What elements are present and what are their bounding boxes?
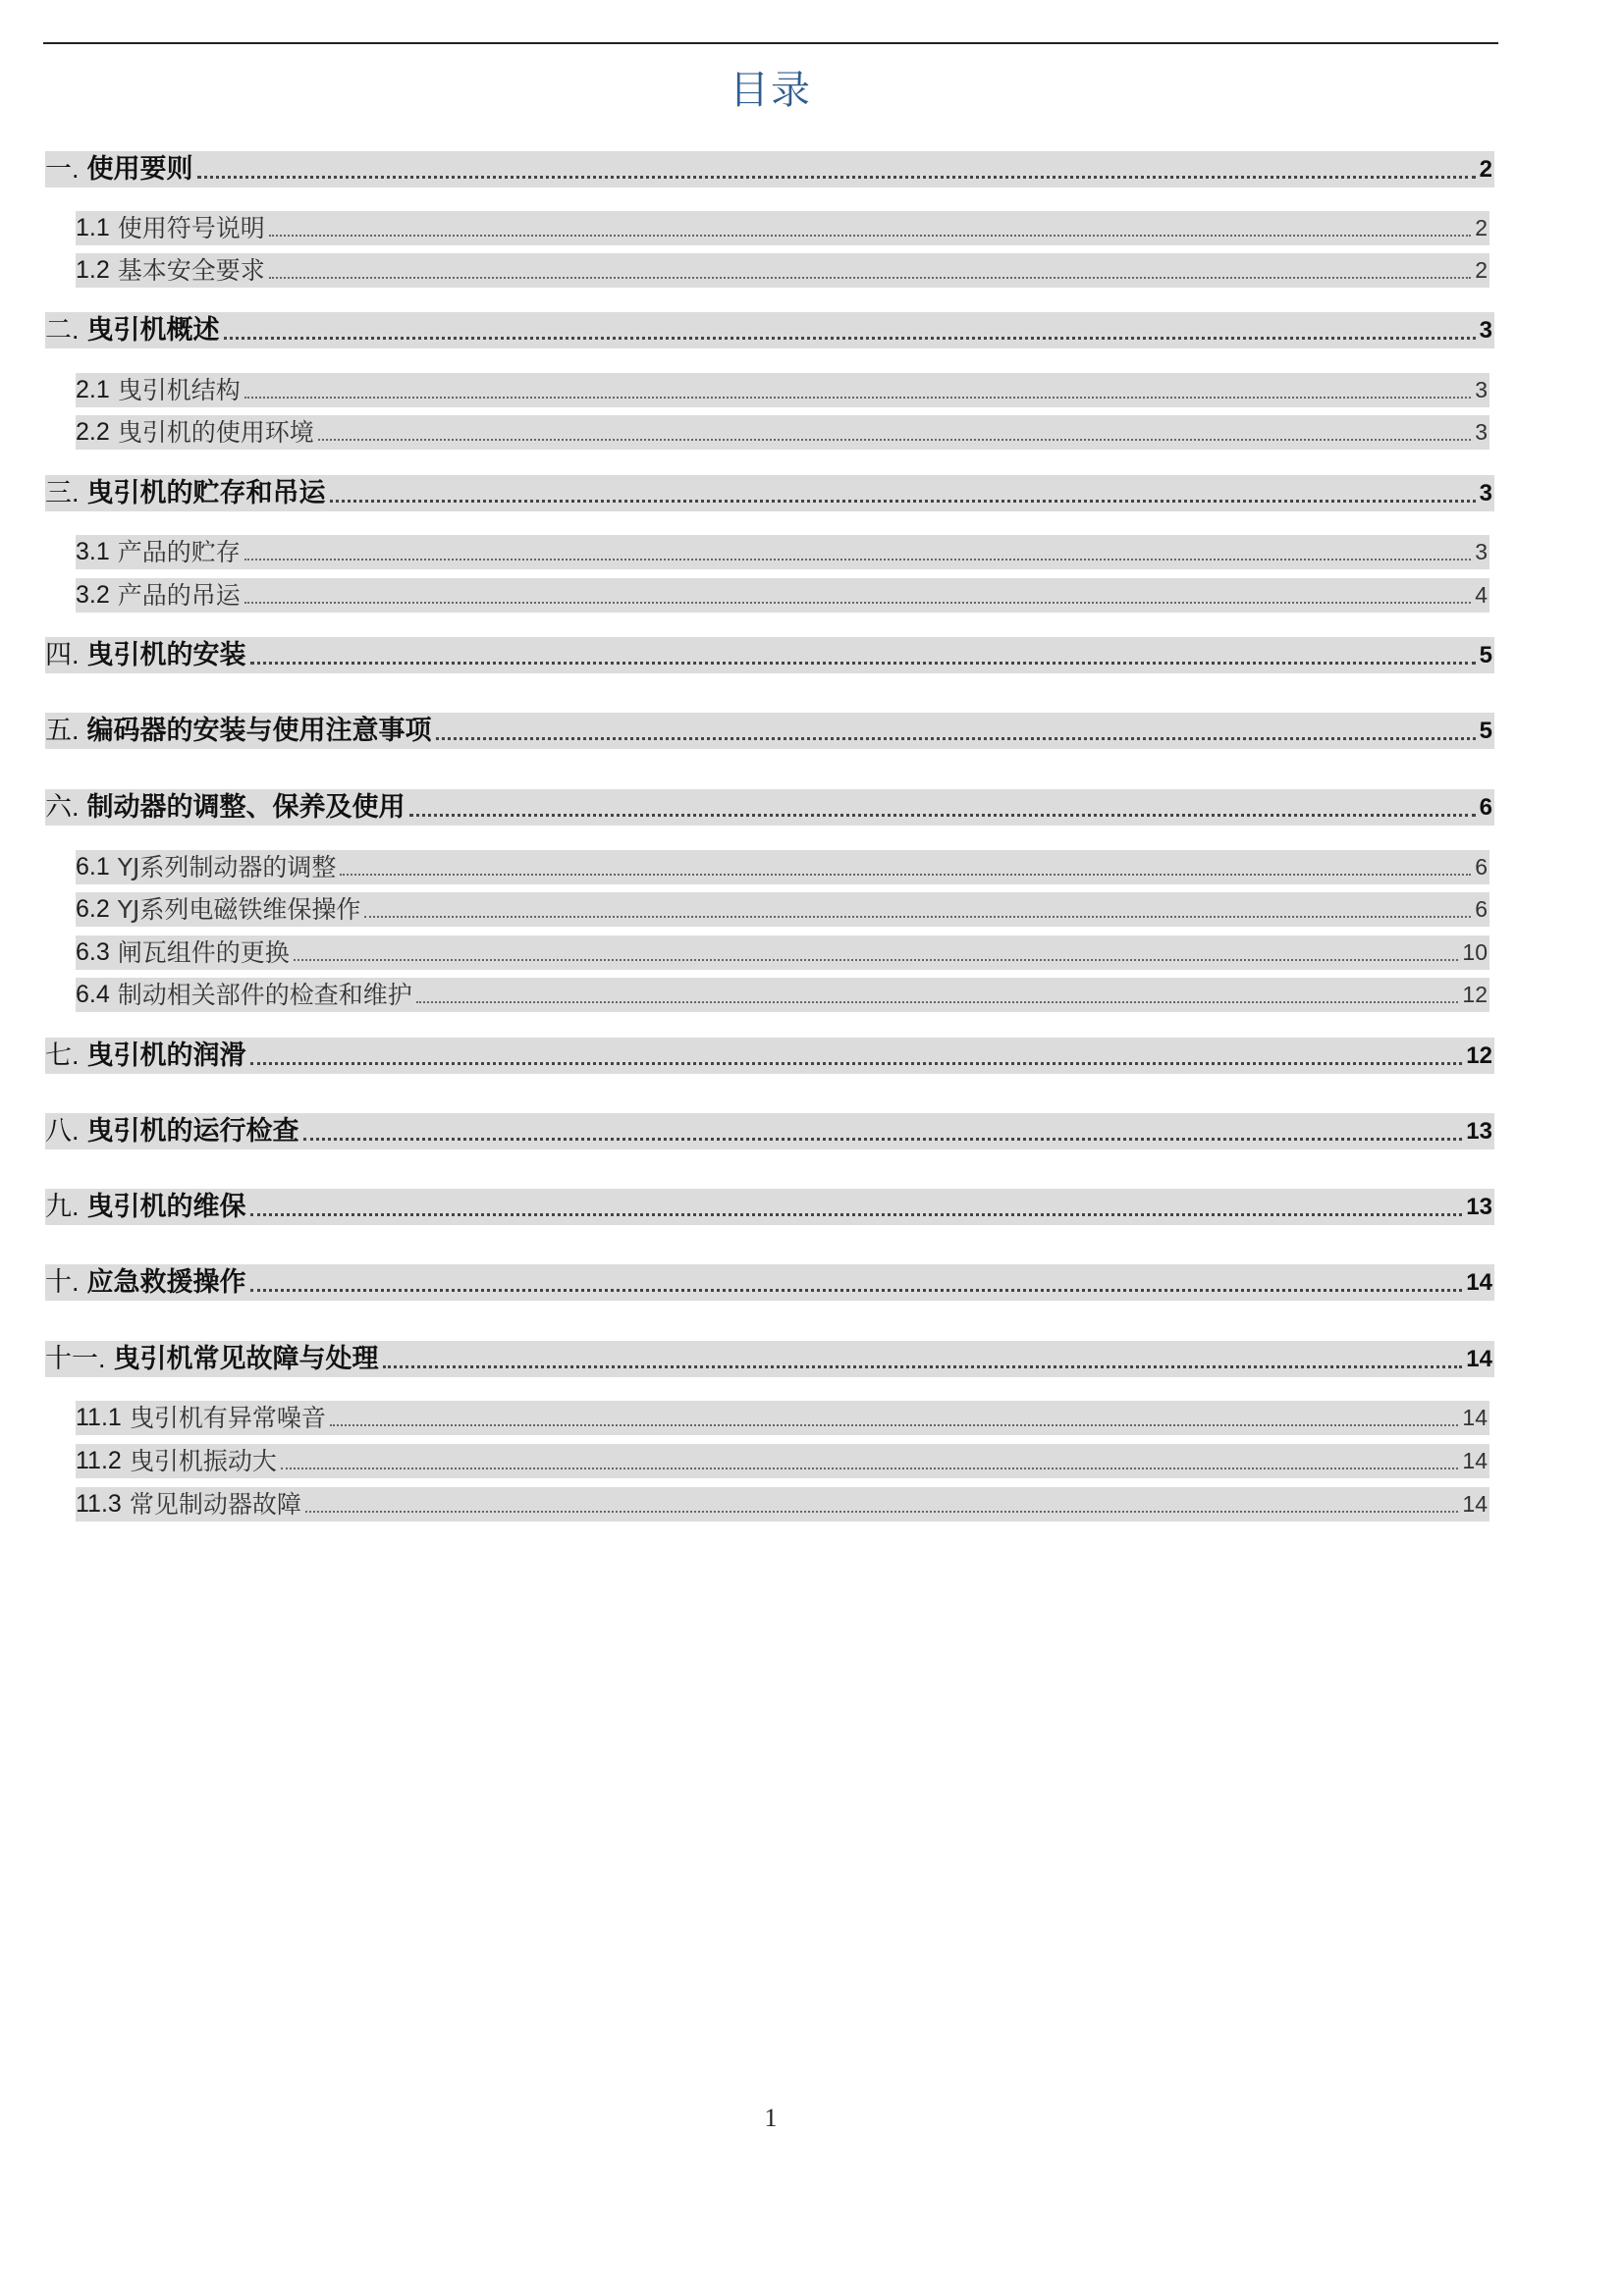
toc-page-number: 4	[1475, 582, 1488, 608]
toc-number: 3.2	[76, 581, 110, 609]
toc-label: 制动器的调整、保养及使用	[86, 792, 406, 823]
toc-leader	[330, 1424, 1459, 1426]
toc-number: 一.	[45, 154, 80, 184]
toc-label: 闸瓦组件的更换	[117, 938, 290, 967]
page-number-footer: 1	[764, 2104, 778, 2132]
toc-entry-6[interactable]	[45, 789, 1494, 826]
toc-page-number: 5	[1479, 718, 1492, 744]
toc-page-number: 14	[1462, 1448, 1488, 1473]
toc-page-number: 2	[1475, 215, 1488, 240]
header-rule	[43, 42, 1498, 44]
toc-entry-8[interactable]	[45, 1113, 1494, 1149]
toc-page-number: 14	[1462, 1491, 1488, 1517]
page-title: 目录	[730, 68, 812, 113]
toc-entry-11-3[interactable]	[76, 1487, 1489, 1522]
toc-label: 曳引机的安装	[86, 640, 246, 670]
toc-number: 1.1	[76, 214, 110, 241]
toc-number: 九.	[45, 1192, 80, 1221]
toc-leader	[318, 439, 1471, 441]
toc-page-number: 6	[1475, 854, 1488, 880]
toc-label: 使用符号说明	[117, 214, 265, 242]
toc-entry-3-2[interactable]	[76, 578, 1489, 613]
toc-leader	[294, 959, 1459, 961]
toc-page-number: 2	[1475, 257, 1488, 283]
toc-page-number: 10	[1462, 939, 1488, 965]
toc-entry-6-1[interactable]	[76, 850, 1489, 884]
toc-label: 曳引机振动大	[129, 1447, 277, 1475]
toc-leader	[305, 1511, 1459, 1513]
toc-label: 曳引机的使用环境	[117, 418, 314, 447]
toc-label: 编码器的安装与使用注意事项	[86, 716, 432, 746]
toc-entry-6-3[interactable]	[76, 935, 1489, 970]
toc-page-number: 13	[1466, 1118, 1492, 1145]
toc-number: 五.	[45, 716, 80, 745]
toc-page-number: 12	[1466, 1042, 1492, 1069]
toc-leader	[244, 559, 1471, 561]
toc-number: 11.1	[76, 1404, 122, 1431]
toc-label: 应急救援操作	[86, 1267, 246, 1298]
toc-number: 6.3	[76, 938, 110, 966]
toc-label: 制动相关部件的检查和维护	[117, 981, 412, 1009]
toc-label: 曳引机常见故障与处理	[113, 1344, 379, 1374]
toc-entry-11-2[interactable]	[76, 1444, 1489, 1478]
toc-page-number: 14	[1466, 1269, 1492, 1296]
toc-number: 七.	[45, 1041, 80, 1070]
toc-number: 11.3	[76, 1490, 122, 1518]
toc-entry-4[interactable]	[45, 637, 1494, 673]
toc-entry-1[interactable]	[45, 151, 1494, 187]
toc-entry-6-2[interactable]	[76, 892, 1489, 927]
toc-number: 三.	[45, 478, 80, 507]
toc-leader	[250, 1213, 1463, 1216]
toc-entry-2-2[interactable]	[76, 415, 1489, 450]
toc-label: YJ系列电磁铁维保操作	[117, 895, 361, 924]
toc-leader	[436, 737, 1476, 740]
toc-leader	[244, 397, 1471, 399]
toc-entry-9[interactable]	[45, 1189, 1494, 1225]
toc-page-number: 5	[1479, 642, 1492, 668]
toc-entry-11-1[interactable]	[76, 1401, 1489, 1435]
toc-page-number: 14	[1462, 1405, 1488, 1430]
toc-leader	[269, 277, 1471, 279]
toc-entry-3[interactable]	[45, 475, 1494, 511]
toc-number: 十.	[45, 1267, 80, 1297]
toc-leader	[250, 662, 1476, 665]
toc-leader	[303, 1138, 1463, 1141]
toc-entry-1-2[interactable]	[76, 253, 1489, 288]
toc-entry-7[interactable]	[45, 1038, 1494, 1074]
toc-label: 曳引机的贮存和吊运	[86, 478, 326, 508]
toc-label: 曳引机结构	[117, 376, 241, 404]
toc-entry-10[interactable]	[45, 1264, 1494, 1301]
toc-entry-3-1[interactable]	[76, 535, 1489, 569]
toc-page-number: 13	[1466, 1194, 1492, 1220]
toc-number: 二.	[45, 315, 80, 345]
toc-entry-2[interactable]	[45, 312, 1494, 348]
toc-number: 四.	[45, 640, 80, 669]
toc-number: 6.2	[76, 895, 110, 923]
toc-leader	[281, 1468, 1459, 1469]
toc-page-number: 3	[1479, 317, 1492, 344]
toc-number: 6.4	[76, 981, 110, 1008]
toc-label: 曳引机有异常噪音	[129, 1404, 326, 1432]
toc-leader	[340, 874, 1471, 876]
toc-leader	[250, 1062, 1463, 1065]
toc-number: 6.1	[76, 853, 110, 881]
toc-page-number: 12	[1462, 982, 1488, 1007]
toc-number: 11.2	[76, 1447, 122, 1474]
toc-leader	[197, 176, 1476, 179]
toc-page-number: 3	[1475, 539, 1488, 564]
toc-page-number: 3	[1475, 377, 1488, 402]
toc-label: 常见制动器故障	[129, 1490, 301, 1519]
toc-number: 八.	[45, 1116, 80, 1146]
toc-leader	[383, 1365, 1463, 1368]
toc-label: 曳引机的运行检查	[86, 1116, 299, 1147]
toc-entry-1-1[interactable]	[76, 211, 1489, 245]
toc-page-number: 6	[1475, 896, 1488, 922]
toc-number: 十一.	[45, 1344, 106, 1373]
toc-label: 曳引机的维保	[86, 1192, 246, 1222]
toc-leader	[250, 1289, 1463, 1292]
toc-number: 六.	[45, 792, 80, 822]
toc-number: 2.1	[76, 376, 110, 403]
toc-page-number: 3	[1475, 419, 1488, 445]
toc-number: 1.2	[76, 256, 110, 284]
toc-entry-5[interactable]	[45, 713, 1494, 749]
toc-leader	[416, 1001, 1459, 1003]
toc-page-number: 6	[1479, 794, 1492, 821]
toc-leader	[364, 916, 1471, 918]
toc-leader	[409, 814, 1476, 817]
toc-label: 曳引机的润滑	[86, 1041, 246, 1071]
toc-label: 曳引机概述	[86, 315, 220, 346]
toc-leader	[330, 500, 1476, 503]
toc-page-number: 14	[1466, 1346, 1492, 1372]
toc-label: 产品的吊运	[117, 581, 241, 610]
toc-leader	[244, 602, 1471, 604]
toc-label: YJ系列制动器的调整	[117, 853, 337, 881]
toc-page-number: 3	[1479, 480, 1492, 507]
toc-number: 2.2	[76, 418, 110, 446]
toc-leader	[224, 337, 1476, 340]
toc-number: 3.1	[76, 538, 110, 565]
toc-label: 使用要则	[86, 154, 193, 185]
toc-leader	[269, 235, 1471, 237]
toc-label: 产品的贮存	[117, 538, 241, 566]
toc-label: 基本安全要求	[117, 256, 265, 285]
toc-entry-11[interactable]	[45, 1341, 1494, 1377]
toc-page-number: 2	[1479, 156, 1492, 183]
toc-entry-6-4[interactable]	[76, 978, 1489, 1012]
toc-entry-2-1[interactable]	[76, 373, 1489, 407]
